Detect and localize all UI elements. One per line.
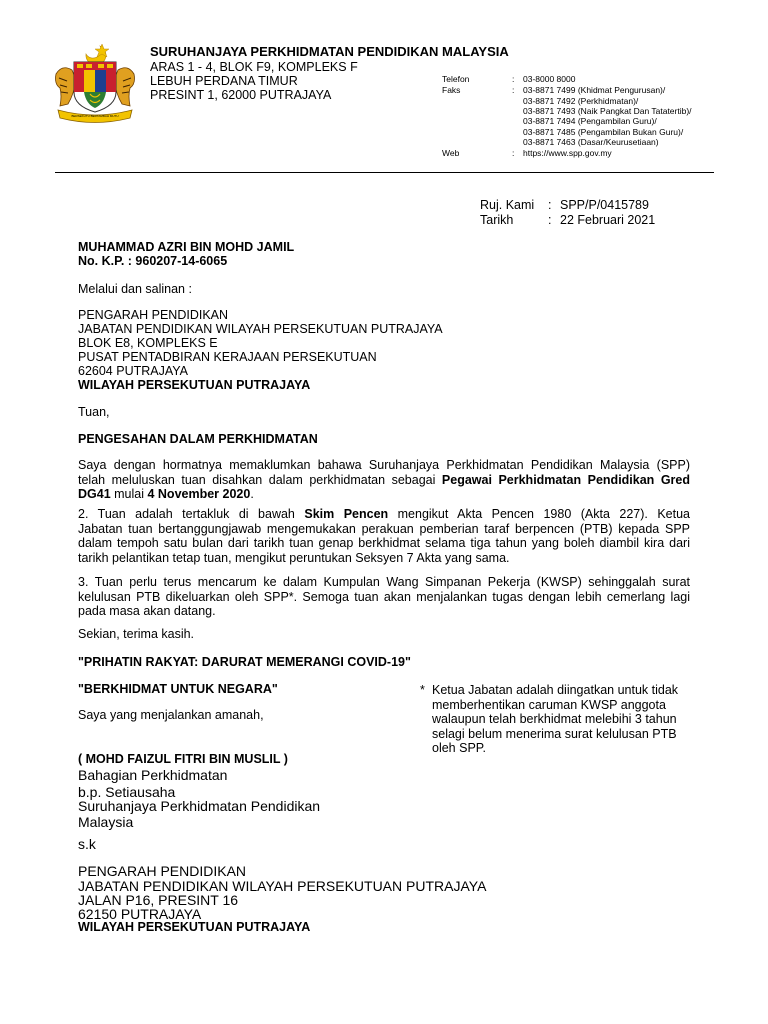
paragraph-1-text: mulai [110, 487, 148, 502]
footnote-line-5: oleh SPP. [432, 741, 486, 756]
crest-motto: BERSEKUTU BERTAMBAH MUTU [71, 114, 119, 118]
recipient-name: MUHAMMAD AZRI BIN MOHD JAMIL [78, 240, 295, 254]
effective-date: 4 November 2020 [147, 487, 251, 502]
footnote-line-2: memberhentikan caruman KWSP anggota [432, 697, 666, 712]
malaysia-coat-of-arms-logo [50, 40, 140, 126]
address-line-2: LEBUH PERDANA TIMUR [150, 74, 298, 88]
slogan-berkhidmat: "BERKHIDMAT UNTUK NEGARA" [78, 682, 278, 696]
sk-line-5: WILAYAH PERSEKUTUAN PUTRAJAYA [78, 920, 311, 934]
signatory-line-2: b.p. Setiausaha [78, 784, 176, 800]
signatory-line-3: Suruhanjaya Perkhidmatan Pendidikan [78, 798, 321, 814]
via-line-6: WILAYAH PERSEKUTUAN PUTRAJAYA [78, 378, 311, 392]
telefon-value: 03-8000 8000 [523, 74, 576, 84]
via-line-1: PENGARAH PENDIDIKAN [78, 308, 229, 322]
faks-line-4: 03-8871 7494 (Pengambilan Guru)/ [523, 116, 657, 126]
paragraph-2-line-2: Jabatan tuan bertanggungjawab mengemukakan perakuan pemberian taraf berpencen (PTB) kepada SPP [78, 521, 690, 536]
sk-line-4: 62150 PUTRAJAYA [78, 906, 202, 922]
paragraph-2-text: 2. Tuan adalah tertakluk di bawah [78, 507, 305, 521]
via-line-3: BLOK E8, KOMPLEKS E [78, 336, 218, 350]
slogan-covid: "PRIHATIN RAKYAT: DARURAT MEMERANGI COVID-19" [78, 655, 411, 669]
pension-scheme: Skim Pencen [304, 507, 389, 521]
paragraph-3-line-2: kelulusan PTB dikeluarkan oleh SPP*. Semoga tuan akan menjalankan tugas dengan lebih cemerlang lagi [78, 589, 690, 604]
via-line-2: JABATAN PENDIDIKAN WILAYAH PERSEKUTUAN PUTRAJAYA [78, 322, 443, 336]
signatory-line-4: Malaysia [78, 814, 134, 830]
paragraph-1-text: . [250, 487, 254, 502]
web-link[interactable]: https://www.spp.gov.my [523, 148, 612, 158]
address-line-1: ARAS 1 - 4, BLOK F9, KOMPLEKS F [150, 60, 358, 74]
reference-number: SPP/P/0415789 [560, 198, 649, 212]
sk-label: s.k [78, 836, 96, 852]
footnote-line-1: Ketua Jabatan adalah diingatkan untuk tidak [432, 683, 679, 697]
paragraph-1-text: telah meluluskan tuan disahkan dalam perkhidmatan sebagai [78, 472, 442, 487]
faks-line-6: 03-8871 7463 (Dasar/Keurusetiaan) [523, 137, 659, 147]
paragraph-2-line-3: dalam tempoh satu bulan dari tarikh tuan genap berkhidmat selama tiga tahun yang boleh diambil kira dari [78, 536, 690, 551]
salutation: Tuan, [78, 405, 110, 419]
closing-remark: Sekian, terima kasih. [78, 627, 195, 641]
faks-line-2: 03-8871 7492 (Perkhidmatan)/ [523, 96, 639, 106]
header-divider [55, 172, 714, 173]
telefon-colon: : [512, 74, 515, 84]
paragraph-2-line-1 [78, 507, 690, 522]
telefon-label: Telefon [442, 74, 470, 84]
faks-line-3: 03-8871 7493 (Naik Pangkat Dan Tatatertib)/ [523, 106, 692, 116]
sk-line-3: JALAN P16, PRESINT 16 [78, 892, 239, 908]
footnote-asterisk: * [420, 683, 425, 697]
reference-label: Ruj. Kami [480, 198, 535, 212]
faks-label: Faks [442, 85, 461, 95]
web-label: Web [442, 148, 460, 158]
via-line-5: 62604 PUTRAJAYA [78, 364, 189, 378]
sk-line-2: JABATAN PENDIDIKAN WILAYAH PERSEKUTUAN PUTRAJAYA [78, 878, 487, 894]
date-label: Tarikh [480, 213, 514, 227]
faks-line-5: 03-8871 7485 (Pengambilan Bukan Guru)/ [523, 127, 684, 137]
sk-line-1: PENGARAH PENDIDIKAN [78, 863, 247, 879]
organization-name: SURUHANJAYA PERKHIDMATAN PENDIDIKAN MALAYSIA [150, 44, 509, 59]
paragraph-3-line-1: 3. Tuan perlu terus mencarum ke dalam Kumpulan Wang Simpanan Pekerja (KWSP) sehinggalah surat [78, 575, 690, 589]
kwsp-footnote [420, 683, 678, 756]
via-line-4: PUSAT PENTADBIRAN KERAJAAN PERSEKUTUAN [78, 350, 377, 364]
paragraph-2-line-4: tarikh pelantikan tetap tuan, mengikut peruntukan Seksyen 7 Akta yang sama. [78, 550, 510, 565]
footnote-line-4: selagi belum menerima surat kelulusan PTB [432, 726, 677, 741]
appointment-grade: Pegawai Perkhidmatan Pendidikan Gred [441, 472, 691, 487]
paragraph-1-line-1: Saya dengan hormatnya memaklumkan bahawa Suruhanjaya Perkhidmatan Pendidikan Malaysia (SPP) [78, 458, 690, 472]
via-label: Melalui dan salinan : [78, 282, 192, 296]
paragraph-2 [78, 507, 690, 565]
web-colon: : [512, 148, 515, 158]
paragraph-3-line-3: pada masa akan datang. [78, 604, 216, 619]
paragraph-2-text: mengikut Akta Pencen 1980 (Akta 227). Ketua [388, 507, 690, 521]
reference-colon: : [548, 198, 552, 212]
sign-off: Saya yang menjalankan amanah, [78, 708, 264, 722]
subject-heading: PENGESAHAN DALAM PERKHIDMATAN [78, 432, 318, 446]
grade-code: DG41 [78, 487, 111, 502]
footnote-line-3: walaupun telah berkhidmat melebihi 3 tahun [432, 712, 677, 727]
date-colon: : [548, 213, 552, 227]
paragraph-1-line-3 [78, 487, 690, 502]
paragraph-3 [78, 575, 690, 619]
address-line-3: PRESINT 1, 62000 PUTRAJAYA [150, 88, 332, 102]
letter-date: 22 Februari 2021 [560, 213, 656, 227]
paragraph-1 [78, 458, 690, 502]
recipient-ic: No. K.P. : 960207-14-6065 [78, 254, 228, 268]
faks-line-1: 03-8871 7499 (Khidmat Pengurusan)/ [523, 85, 666, 95]
signatory-line-1: Bahagian Perkhidmatan [78, 767, 228, 783]
signatory-name: ( MOHD FAIZUL FITRI BIN MUSLIL ) [78, 752, 288, 766]
faks-colon: : [512, 85, 515, 95]
paragraph-1-line-2 [78, 473, 690, 488]
